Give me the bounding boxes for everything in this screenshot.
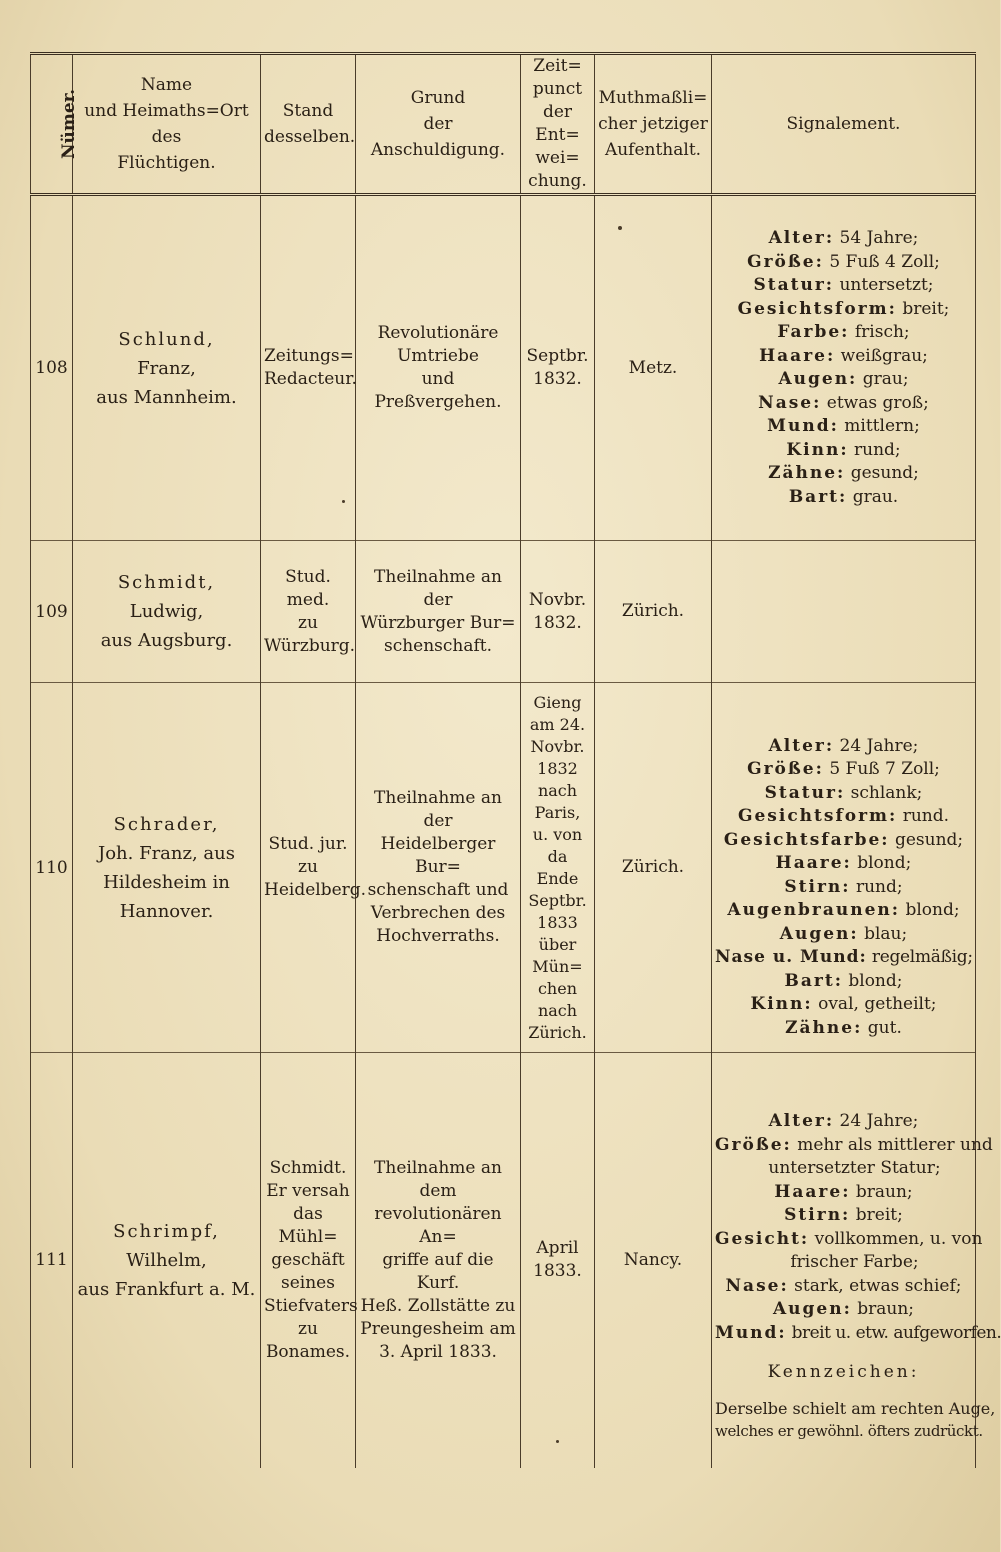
ink-speck	[342, 500, 345, 503]
entry-reason: Theilnahme an der Würzburger Bur= schenschaft.	[356, 541, 521, 683]
entry-reason: Theilnahme an der Heidelberger Bur= schenschaft und Verbrechen des Hochverraths.	[356, 683, 521, 1053]
entry-signalement	[712, 541, 976, 683]
entry-time: April 1833.	[521, 1053, 595, 1468]
entry-name: Schrimpf, Wilhelm, aus Frankfurt a. M.	[73, 1053, 261, 1468]
entry-signalement: Alter: 24 Jahre; Größe: 5 Fuß 7 Zoll; Statur: schlank; Gesichtsform: rund. Gesichtsfarbe: gesund; Haare: blond; Stirn: rund; Augenbraunen: blond; Augen: blau; Nase u. Mund: regelmäßig; Bart: blond; Kinn: oval, getheilt; Zähne: gut.	[712, 683, 976, 1053]
entry-signalement: Alter: 54 Jahre; Größe: 5 Fuß 4 Zoll; Statur: untersetzt; Gesichtsform: breit; Farbe: frisch; Haare: weißgrau; Augen: grau; Nase: etwas groß; Mund: mittlern; Kinn: rund; Zähne: gesund; Bart: grau.	[712, 195, 976, 541]
header-number: Nümer.	[31, 54, 73, 195]
entry-time: Gieng am 24. Novbr. 1832 nach Paris, u. von da Ende Septbr. 1833 über Mün= chen nach Zürich.	[521, 683, 595, 1053]
header-location: Muthmaßli= cher jetziger Aufenthalt.	[595, 54, 712, 195]
ink-speck	[618, 226, 622, 230]
entry-signalement: Alter: 24 Jahre; Größe: mehr als mittlerer und untersetzter Statur; Haare: braun; Stirn: breit; Gesicht: vollkommen, u. von frischer Farbe; Nase: stark, etwas schief; Augen: braun; Mund: breit u. etw. aufgeworfen. Kennzeichen: Derselbe schielt am rechten Auge, welches er gewöhnl. öfters zudrückt.	[712, 1053, 976, 1468]
entry-status: Stud. jur. zu Heidelberg.	[261, 683, 356, 1053]
kennzeichen-line: Derselbe schielt am rechten Auge,	[715, 1398, 996, 1418]
kennzeichen-heading: Kennzeichen:	[767, 1362, 920, 1382]
header-status: Stand desselben.	[261, 54, 356, 195]
entry-location: Metz.	[595, 195, 712, 541]
entry-location: Nancy.	[595, 1053, 712, 1468]
entry-reason: Revolutionäre Umtriebe und Preßvergehen.	[356, 195, 521, 541]
header-row	[31, 54, 976, 195]
entry-name: Schmidt, Ludwig, aus Augsburg.	[73, 541, 261, 683]
entry-number: 108	[31, 195, 73, 541]
header-signalement: Signalement.	[712, 54, 976, 195]
kennzeichen-line: welches er gewöhnl. öfters zudrückt.	[715, 1421, 983, 1440]
entry-name: Schrader, Joh. Franz, aus Hildesheim in Hannover.	[73, 683, 261, 1053]
entry-name: Schlund, Franz, aus Mannheim.	[73, 195, 261, 541]
entry-status: Zeitungs= Redacteur.	[261, 195, 356, 541]
header-time: Zeit= punct der Ent= wei= chung.	[521, 54, 595, 195]
fugitive-register-table	[30, 52, 1001, 1468]
entry-number: 110	[31, 683, 73, 1053]
entry-time: Septbr. 1832.	[521, 195, 595, 541]
entry-location: Zürich.	[595, 541, 712, 683]
header-reason: Grund der Anschuldigung.	[356, 54, 521, 195]
ink-speck	[556, 1440, 559, 1443]
entry-number: 111	[31, 1053, 73, 1468]
entry-status: Stud. med. zu Würzburg.	[261, 541, 356, 683]
entry-status: Schmidt. Er versah das Mühl= geschäft seines Stiefvaters zu Bonames.	[261, 1053, 356, 1468]
entry-location: Zürich.	[595, 683, 712, 1053]
table-row	[31, 683, 976, 1053]
table-row	[31, 1053, 976, 1468]
entry-reason: Theilnahme an dem revolutionären An= griffe auf die Kurf. Heß. Zollstätte zu Preungesheim am 3. April 1833.	[356, 1053, 521, 1468]
entry-number: 109	[31, 541, 73, 683]
entry-time: Novbr. 1832.	[521, 541, 595, 683]
header-name: Name und Heimaths=Ort des Flüchtigen.	[73, 54, 261, 195]
table-row	[31, 541, 976, 683]
table-row	[31, 195, 976, 541]
